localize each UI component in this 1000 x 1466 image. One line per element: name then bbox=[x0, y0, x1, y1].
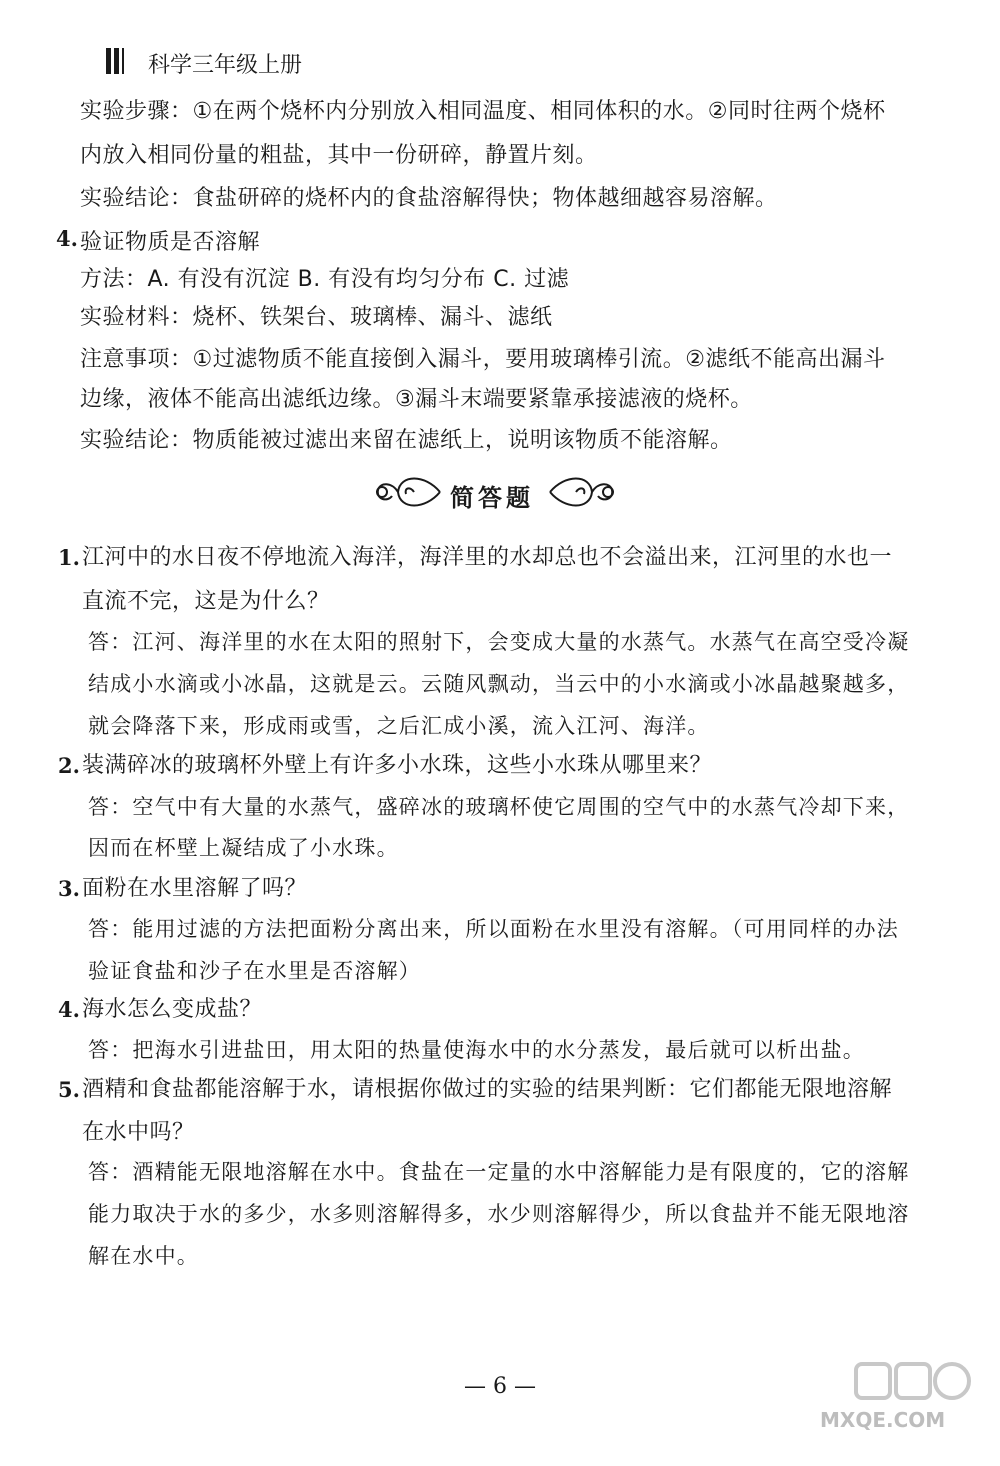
question-line: 面粉在水里溶解了吗？ bbox=[82, 876, 308, 901]
answer-line: 答：把海水引进盐田，用太阳的热量使海水中的水分蒸发，最后就可以析出盐。 bbox=[88, 1038, 865, 1062]
question-line: 江河中的水日夜不停地流入海洋，海洋里的水却总也不会溢出来，江河里的水也一 bbox=[82, 545, 893, 570]
answer-line: 因而在杯壁上凝结成了小水珠。 bbox=[88, 836, 399, 860]
question-number: 5. bbox=[58, 1077, 80, 1102]
question-number: 3. bbox=[58, 876, 80, 901]
item-title: 验证物质是否溶解 bbox=[80, 230, 261, 255]
materials-line: 实验材料：烧杯、铁架台、玻璃棒、漏斗、滤纸 bbox=[80, 305, 553, 330]
left-ornament-icon bbox=[370, 470, 442, 514]
text-line: 实验步骤：①在两个烧杯内分别放入相同温度、相同体积的水。②同时往两个烧杯 bbox=[80, 99, 886, 124]
question-line: 酒精和食盐都能溶解于水，请根据你做过的实验的结果判断：它们都能无限地溶解 bbox=[82, 1077, 893, 1102]
text-line: 实验结论：食盐研碎的烧杯内的食盐溶解得快；物体越细越容易溶解。 bbox=[80, 186, 778, 211]
conclusion-line: 实验结论：物质能被过滤出来留在滤纸上，说明该物质不能溶解。 bbox=[80, 428, 733, 453]
method-line: 方法：A. 有没有沉淀 B. 有没有均匀分布 C. 过滤 bbox=[80, 267, 570, 292]
header-title: 科学三年级上册 bbox=[148, 53, 303, 78]
watermark-logo-icon bbox=[852, 1358, 972, 1406]
notes-line: 注意事项：①过滤物质不能直接倒入漏斗，要用玻璃棒引流。②滤纸不能高出漏斗 bbox=[80, 347, 886, 372]
question-number: 2. bbox=[58, 753, 80, 778]
question-line: 在水中吗？ bbox=[82, 1120, 195, 1145]
question-line: 装满碎冰的玻璃杯外壁上有许多小水珠，这些小水珠从哪里来？ bbox=[82, 753, 713, 778]
answer-line: 答：能用过滤的方法把面粉分离出来，所以面粉在水里没有溶解。（可用同样的办法 bbox=[88, 917, 899, 941]
question-number: 4. bbox=[58, 997, 80, 1022]
question-number: 1. bbox=[58, 545, 80, 570]
answer-line: 答：江河、海洋里的水在太阳的照射下，会变成大量的水蒸气。水蒸气在高空受冷凝 bbox=[88, 630, 910, 654]
question-line: 海水怎么变成盐？ bbox=[82, 997, 263, 1022]
answer-line: 答：空气中有大量的水蒸气，盛碎冰的玻璃杯使它周围的空气中的水蒸气冷却下来， bbox=[88, 795, 910, 819]
answer-line: 解在水中。 bbox=[88, 1244, 199, 1268]
right-ornament-icon bbox=[548, 470, 620, 514]
watermark-text: MXQE.COM bbox=[820, 1408, 946, 1432]
answer-line: 结成小水滴或小冰晶，这就是云。云随风飘动，当云中的小水滴或小冰晶越聚越多， bbox=[88, 672, 910, 696]
notes-line: 边缘，液体不能高出滤纸边缘。③漏斗末端要紧靠承接滤液的烧杯。 bbox=[80, 387, 753, 412]
section-title: 简答题 bbox=[450, 484, 534, 512]
page-number: — 6 — bbox=[464, 1374, 536, 1399]
answer-line: 答：酒精能无限地溶解在水中。食盐在一定量的水中溶解能力是有限度的，它的溶解 bbox=[88, 1160, 910, 1184]
answer-line: 能力取决于水的多少，水多则溶解得多，水少则溶解得少，所以食盐并不能无限地溶 bbox=[88, 1202, 910, 1226]
item-number: 4. bbox=[56, 226, 78, 251]
answer-line: 就会降落下来，形成雨或雪，之后汇成小溪，流入江河、海洋。 bbox=[88, 714, 710, 738]
answer-line: 验证食盐和沙子在水里是否溶解） bbox=[88, 959, 421, 983]
header-bars-icon bbox=[106, 48, 127, 74]
text-line: 内放入相同份量的粗盐，其中一份研碎，静置片刻。 bbox=[80, 143, 598, 168]
question-line: 直流不完，这是为什么？ bbox=[82, 589, 330, 614]
